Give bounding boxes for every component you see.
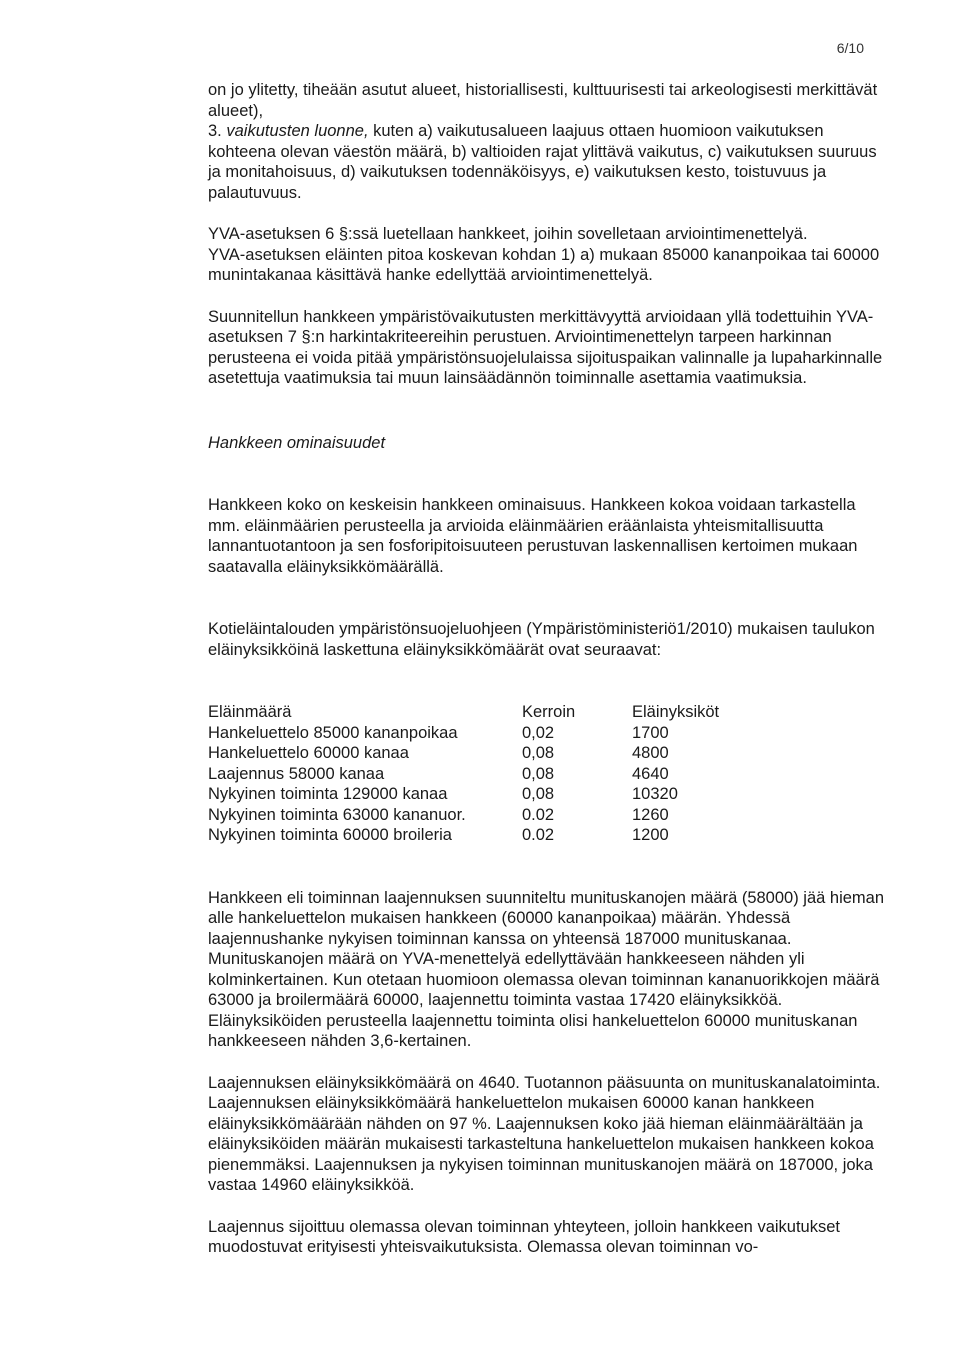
paragraph-yva-6: YVA-asetuksen 6 §:ssä luetellaan hankkeet, joihin sovelletaan arviointimenettelyä. xyxy=(208,225,808,243)
table-cell: 1700 xyxy=(632,723,669,742)
table-cell: 0.02 xyxy=(522,826,555,844)
table-row xyxy=(208,784,772,805)
table-cell: 1200 xyxy=(632,826,669,844)
paragraph-guideline: Kotieläintalouden ympäristönsuojeluohjeen (Ympäristöministeriö1/2010) mukaisen taulukon eläinyksikköinä laskettuna eläinyksikkömäärät ovat seuraavat: xyxy=(208,620,875,659)
table-cell: 4800 xyxy=(632,744,669,762)
section-heading: Hankkeen ominaisuudet xyxy=(208,433,386,452)
table-cell: 0,08 xyxy=(522,764,555,783)
table-cell: 0,08 xyxy=(522,785,555,803)
table-row xyxy=(208,805,772,826)
paragraph-yva-animals: YVA-asetuksen eläinten pitoa koskevan kohdan 1) a) mukaan 85000 kananpoikaa tai 60000 munintakanaa käsittävä hanke edellyttää arviointimenettelyä. xyxy=(208,245,880,284)
table-cell: Nykyinen toiminta 60000 broileria xyxy=(208,826,452,844)
table-header-cell: Kerroin xyxy=(522,703,576,721)
table-cell: Laajennus 58000 kanaa xyxy=(208,764,385,783)
document-body xyxy=(208,80,888,1258)
item-3-text: kuten a) vaikutusalueen laajuus ottaen huomioon vaikutuksen kohteena olevan väestön määrä, b) valtioiden rajat ylittävä vaikutus, c) vaikutuksen suuruus ja monitahoisuus, d) vaikutuksen todennäköisyys, e) vaikutuksen kesto, toistuvuus ja palautuvuus. xyxy=(208,122,877,202)
table-cell: 1260 xyxy=(632,805,669,824)
table-row xyxy=(208,825,772,846)
paragraph-significance: Suunnitellun hankkeen ympäristövaikutusten merkittävyyttä arvioidaan yllä todettuihin YVA-asetuksen 7 §:n harkintakriteereihin perustuen. Arviointimenettelyn tarpeen harkinnan perusteena ei voida pitää ympäristönsuojelulaissa sijoituspaikan valinnalle ja lupaharkinnalle asetettuja vaatimuksia tai muun lainsäädännön toiminnalle asettamia vaatimuksia. xyxy=(208,307,883,387)
intro-item-3 xyxy=(208,121,888,203)
paragraph-combined-effects: Laajennus sijoittuu olemassa olevan toiminnan yhteyteen, jolloin hankkeen vaikutukset muodostuvat erityisesti yhteisvaikutuksista. Olemassa olevan toiminnan vo- xyxy=(208,1217,840,1256)
table-cell: Hankeluettelo 60000 kanaa xyxy=(208,744,409,762)
paragraph-project-size: Hankkeen koko on keskeisin hankkeen ominaisuus. Hankkeen kokoa voidaan tarkastella mm. eläinmäärien perusteella ja arvioida eläinmäärien eräänlaista yhteismitallisuutta lannantuotantoon ja sen fosforipitoisuuteen perustuvan laskennallisen kertoimen mukaan saatavalla eläinyksikkömäärällä. xyxy=(208,496,858,576)
table-cell: 0,02 xyxy=(522,723,555,742)
animal-unit-table xyxy=(208,702,772,846)
table-header-row xyxy=(208,702,772,723)
table-cell: 10320 xyxy=(632,785,678,803)
table-cell: Hankeluettelo 85000 kananpoikaa xyxy=(208,723,458,742)
table-row xyxy=(208,723,772,744)
table-header-cell: Eläinyksiköt xyxy=(632,703,720,721)
page-number: 6/10 xyxy=(836,40,864,56)
item-3-number: 3. xyxy=(208,122,227,140)
table-cell: Nykyinen toiminta 63000 kananuor. xyxy=(208,805,466,824)
table-cell: 0.02 xyxy=(522,805,555,824)
paragraph-expansion-count: Hankkeen eli toiminnan laajennuksen suunniteltu munituskanojen määrä (58000) jää hieman alle hankeluettelon mukaisen hankkeen (60000 kananpoikaa) määrän. Yhdessä laajennushanke nykyisen toiminnan kanssa on yhteensä 187000 munituskanaa. Munituskanojen määrä on YVA-menettelyä edellyttävään hankkeeseen nähden yli kolminkertainen. Kun otetaan huomioon olemassa olevan toiminnan kananuorikkojen määrä 63000 ja broilermäärä 60000, laajennettu toiminta vastaa 17420 eläinyksikköä. Eläinyksiköiden perusteella laajennettu toiminta olisi hankeluettelon 60000 munituskanan hankkeeseen nähden 3,6-kertainen. xyxy=(208,888,885,1050)
table-header-cell: Eläinmäärä xyxy=(208,703,292,721)
table-cell: 0,08 xyxy=(522,744,555,762)
table-row xyxy=(208,764,772,785)
table-cell: Nykyinen toiminta 129000 kanaa xyxy=(208,785,448,803)
intro-line: on jo ylitetty, tiheään asutut alueet, historiallisesti, kulttuurisesti tai arkeologisesti merkittävät alueet), xyxy=(208,81,878,120)
item-3-italic-term: vaikutusten luonne, xyxy=(226,122,369,140)
paragraph-expansion-units: Laajennuksen eläinyksikkömäärä on 4640. Tuotannon pääsuunta on munituskanalatoiminta. Laajennuksen eläinyksikkömäärä hankeluettelon mukaisen 60000 kanan hankkeen eläinyksikkömäärään nähden on 97 %. Laajennuksen koko jää hieman eläinmäärältään ja eläinyksiköiden määrän mukaisesti tarkasteltuna hankeluettelon mukaisen hankkeen kokoa pienemmäksi. Laajennuksen ja nykyisen toiminnan munituskanojen määrä on 187000, joka vastaa 14960 eläinyksikköä. xyxy=(208,1073,881,1194)
table-cell: 4640 xyxy=(632,764,669,783)
table-row xyxy=(208,743,772,764)
